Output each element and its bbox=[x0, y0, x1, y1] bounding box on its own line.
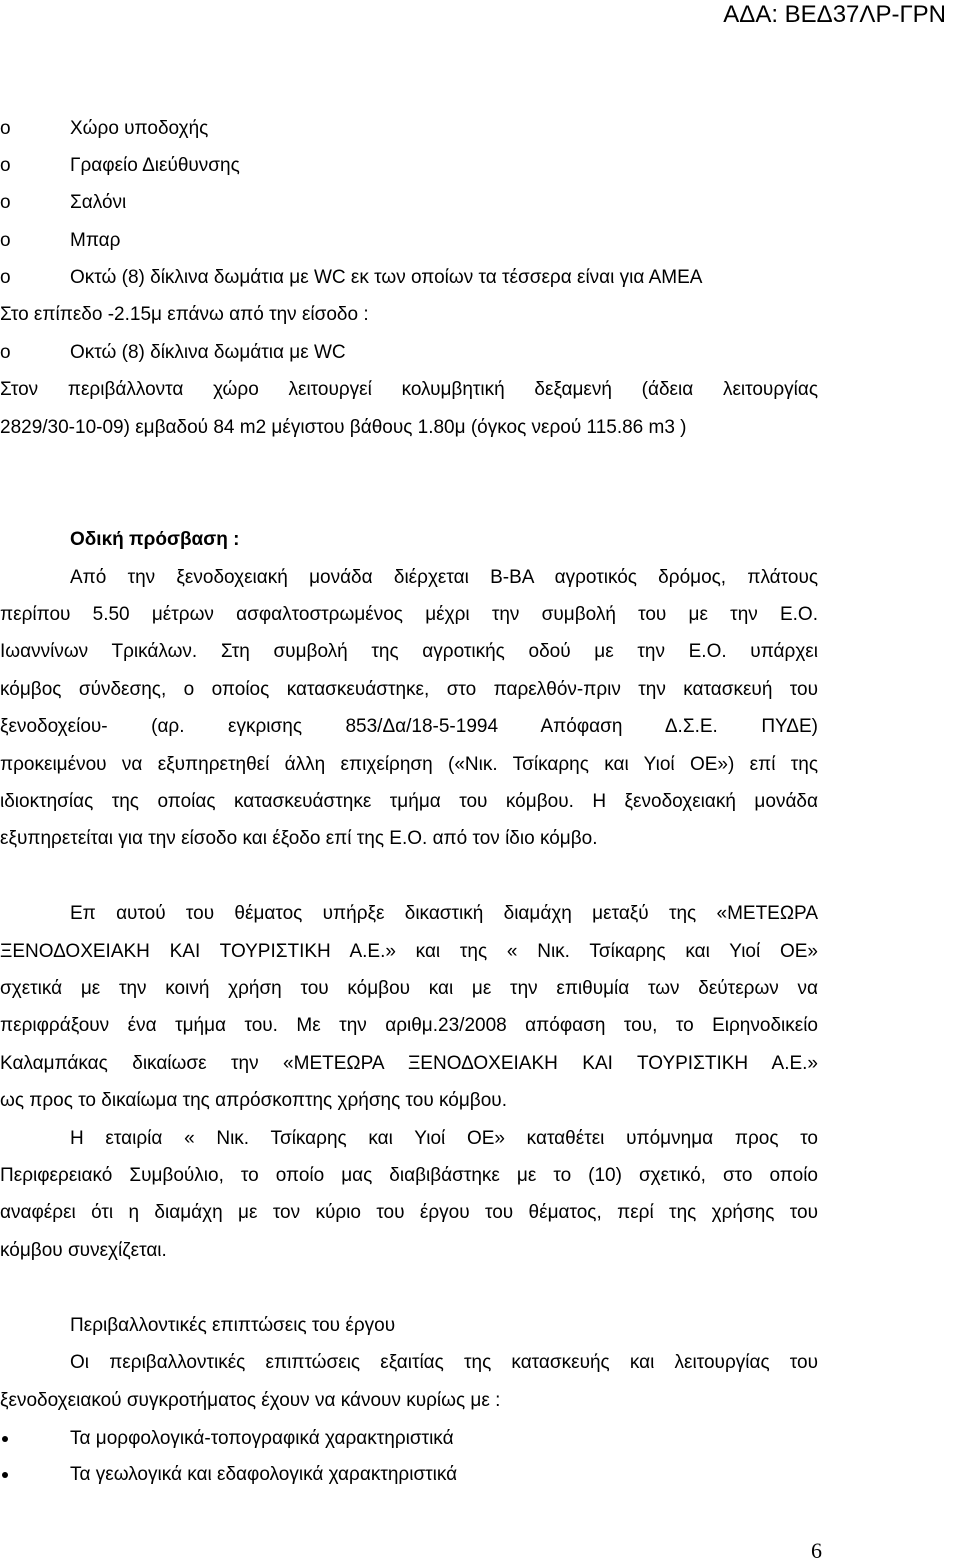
access-line: προκειμένου να εξυπηρετηθεί άλλη επιχείρηση («Νικ. Τσίκαρης και Υιοί ΟΕ») επί της bbox=[0, 754, 818, 775]
memo-line: αναφέρει ότι η διαμάχη με τον κύριο του έργου του θέματος, περί της χρήσης του bbox=[0, 1202, 818, 1223]
document-code: ΑΔΑ: ΒΕΔ37ΛΡ-ΓΡΝ bbox=[723, 1, 946, 28]
pool-line-1: Στον περιβάλλοντα χώρο λειτουργεί κολυμβητική δεξαμενή (άδεια λειτουργίας bbox=[0, 379, 818, 400]
list-marker: o bbox=[0, 118, 11, 139]
list-marker: o bbox=[0, 230, 11, 251]
page-number: 6 bbox=[811, 1538, 822, 1563]
list-item-text: Οκτώ (8) δίκλινα δωμάτια με WC εκ των οποίων τα τέσσερα είναι για ΑΜΕΑ bbox=[70, 267, 703, 288]
bullet-dot-icon bbox=[2, 1472, 8, 1478]
memo-line: κόμβου συνεχίζεται. bbox=[0, 1240, 167, 1261]
access-line: κόμβος σύνδεσης, ο οποίος κατασκευάστηκε, στο παρελθόν-πριν την κατασκευή του bbox=[0, 679, 818, 700]
list-marker: o bbox=[0, 342, 11, 363]
list-item-text: Σαλόνι bbox=[70, 192, 127, 213]
list-item-text: Γραφείο Διεύθυνσης bbox=[70, 155, 240, 176]
dispute-line: ως προς το δικαίωμα της απρόσκοπτης χρήσης του κόμβου. bbox=[0, 1090, 507, 1111]
access-line: περίπου 5.50 μέτρων ασφαλτοστρωμένος μέχρι την συμβολή του με την Ε.Ο. bbox=[0, 604, 818, 625]
list-item-text: Μπαρ bbox=[70, 230, 121, 251]
list-item-text: Οκτώ (8) δίκλινα δωμάτια με WC bbox=[70, 342, 346, 363]
dispute-line: σχετικά με την κοινή χρήση του κόμβου και με την επιθυμία των δεύτερων να bbox=[0, 978, 818, 999]
memo-line: Περιφερειακό Συμβούλιο, το οποίο μας διαβιβάστηκε με το (10) σχετικό, στο οποίο bbox=[0, 1165, 818, 1186]
access-line: ιδιοκτησίας της οποίας κατασκευάστηκε τμήμα του κόμβου. Η ξενοδοχειακή μονάδα bbox=[0, 791, 818, 812]
pool-line-2: 2829/30-10-09) εμβαδού 84 m2 μέγιστου βάθους 1.80μ (όγκος νερού 115.86 m3 ) bbox=[0, 417, 687, 438]
bullet-item-text: Τα γεωλογικά και εδαφολογικά χαρακτηριστικά bbox=[70, 1464, 458, 1485]
dispute-line: Επ αυτού του θέματος υπήρξε δικαστική διαμάχη μεταξύ της «ΜΕΤΕΩΡΑ bbox=[70, 903, 818, 924]
list-marker: o bbox=[0, 192, 11, 213]
access-line: Από την ξενοδοχειακή μονάδα διέρχεται Β-ΒΑ αγροτικός δρόμος, πλάτους bbox=[70, 567, 818, 588]
impacts-line: Οι περιβαλλοντικές επιπτώσεις εξαιτίας της κατασκευής και λειτουργίας του bbox=[70, 1352, 818, 1373]
access-line: ξενοδοχείου- (αρ. εγκρισης 853/Δα/18-5-1994 Απόφαση Δ.Σ.Ε. ΠΥΔΕ) bbox=[0, 716, 818, 737]
dispute-line: Καλαμπάκας δικαίωσε την «ΜΕΤΕΩΡΑ ΞΕΝΟΔΟΧΕΙΑΚΗ ΚΑΙ ΤΟΥΡΙΣΤΙΚΗ Α.Ε.» bbox=[0, 1053, 818, 1074]
dispute-line: ΞΕΝΟΔΟΧΕΙΑΚΗ ΚΑΙ ΤΟΥΡΙΣΤΙΚΗ Α.Ε.» και της « Νικ. Τσίκαρης και Υιοί ΟΕ» bbox=[0, 941, 818, 962]
list-marker: o bbox=[0, 155, 11, 176]
bullet-item-text: Τα μορφολογικά-τοπογραφικά χαρακτηριστικά bbox=[70, 1428, 454, 1449]
access-line: εξυπηρετείται για την είσοδο και έξοδο επί της Ε.Ο. από τον ίδιο κόμβο. bbox=[0, 828, 598, 849]
memo-line: Η εταιρία « Νικ. Τσίκαρης και Υιοί ΟΕ» καταθέτει υπόμνημα προς το bbox=[70, 1128, 818, 1149]
bullet-dot-icon bbox=[2, 1436, 8, 1442]
access-line: Ιωαννίνων Τρικάλων. Στη συμβολή της αγροτικής οδού με την Ε.Ο. υπάρχει bbox=[0, 641, 818, 662]
access-heading: Οδική πρόσβαση : bbox=[70, 529, 240, 550]
dispute-line: περιφράξουν ένα τμήμα του. Με την αριθμ.23/2008 απόφαση του, το Ειρηνοδικείο bbox=[0, 1015, 818, 1036]
list-marker: o bbox=[0, 267, 11, 288]
list-item-text: Χώρο υποδοχής bbox=[70, 118, 209, 139]
impacts-heading: Περιβαλλοντικές επιπτώσεις του έργου bbox=[70, 1315, 396, 1336]
level-line: Στο επίπεδο -2.15μ επάνω από την είσοδο : bbox=[0, 304, 369, 325]
impacts-line: ξενοδοχειακού συγκροτήματος έχουν να κάνουν κυρίως με : bbox=[0, 1390, 501, 1411]
